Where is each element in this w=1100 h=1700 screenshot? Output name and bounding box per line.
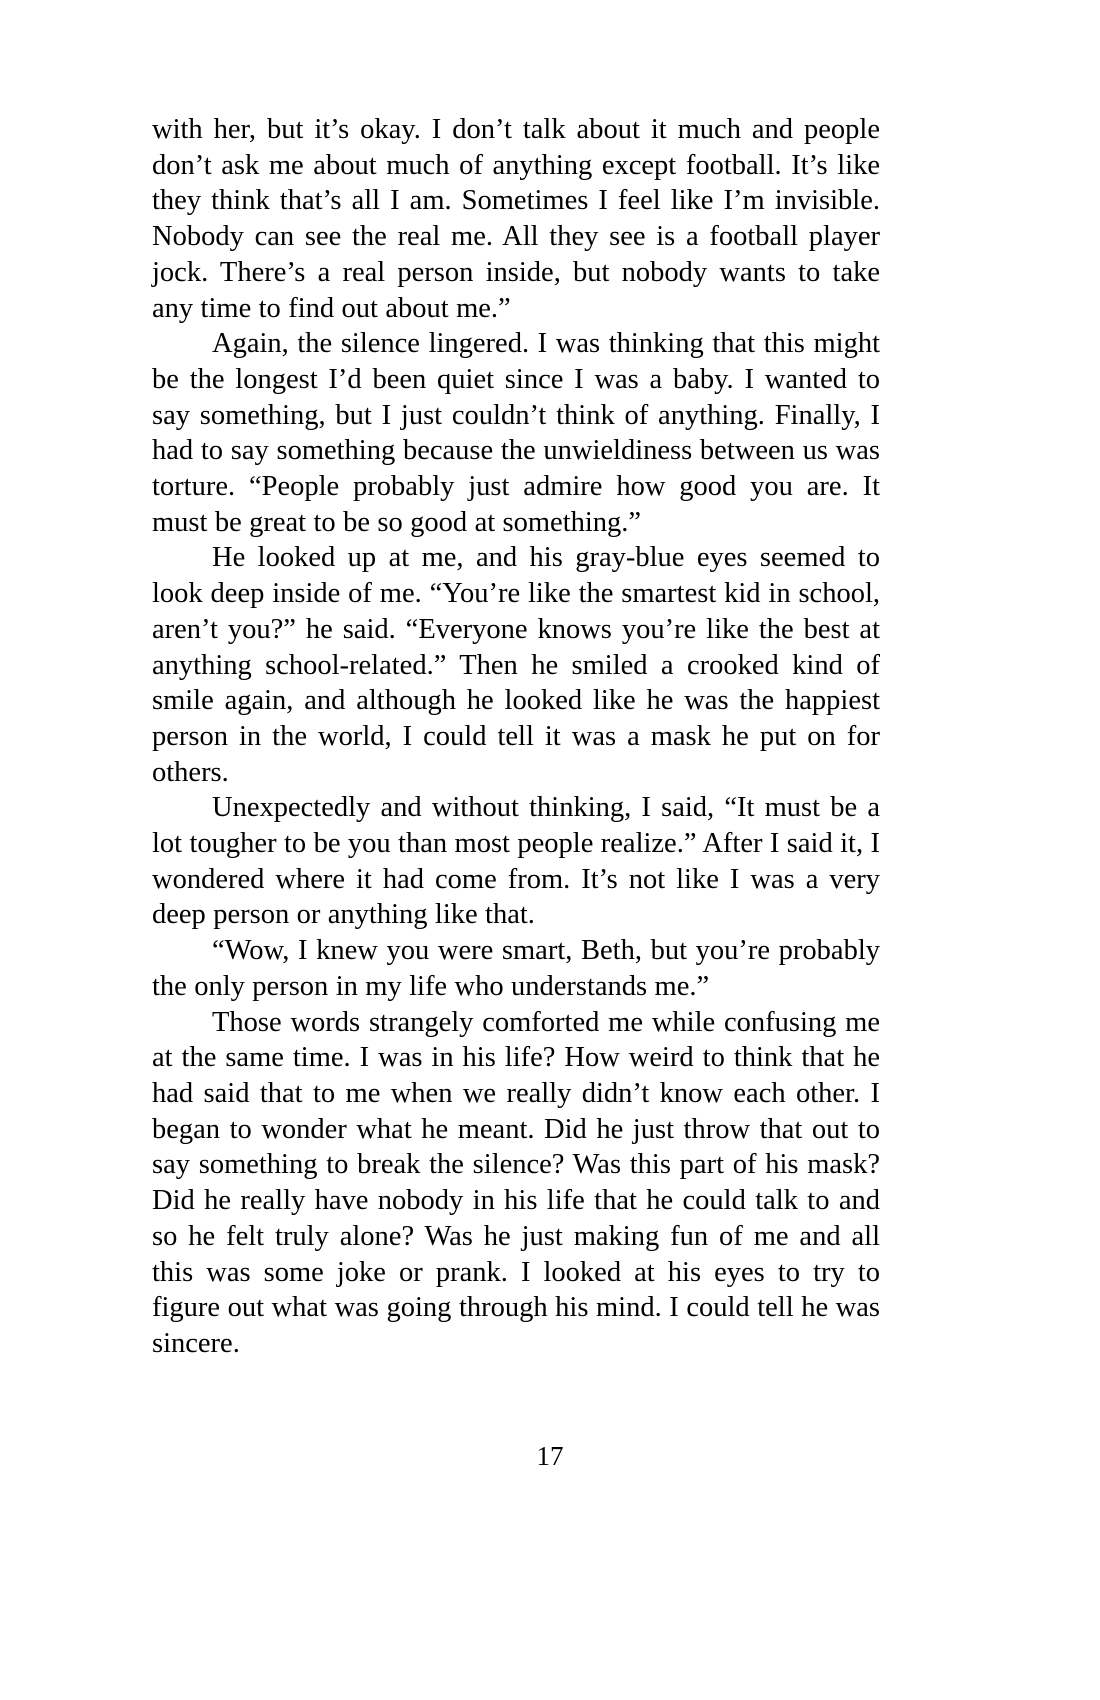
paragraph-2: Again, the silence lingered. I was thinking that this might be the longest I’d been quiet since I was a baby. I wanted to say something, but I just couldn’t think of anything. Finally, I had to say something because the unwieldiness between us was torture. “People probably just admire how good you are. It must be great to be so good at something.” (152, 328, 880, 538)
page-body-text (152, 112, 880, 1362)
paragraph-4: Unexpectedly and without thinking, I said, “It must be a lot tougher to be you than most people realize.” After I said it, I wondered where it had come from. It’s not like I was a very deep person or anything like that. (152, 792, 880, 931)
paragraph-5: “Wow, I knew you were smart, Beth, but you’re probably the only person in my life who understands me.” (152, 935, 880, 1002)
page-number: 17 (536, 1441, 564, 1471)
paragraph-1: with her, but it’s okay. I don’t talk about it much and people don’t ask me about much of anything except football. It’s like they think that’s all I am. Sometimes I feel like I’m invisible. Nobody can see the real me. All they see is a football player jock. There’s a real person inside, but nobody wants to take any time to find out about me.” (152, 114, 880, 324)
paragraph-3: He looked up at me, and his gray-blue eyes seemed to look deep inside of me. “You’re like the smartest kid in school, aren’t you?” he said. “Everyone knows you’re like the best at anything school-related.” Then he smiled a crooked kind of smile again, and although he looked like he was the happiest person in the world, I could tell it was a mask he put on for others. (152, 542, 880, 788)
paragraph-6: Those words strangely comforted me while confusing me at the same time. I was in his life? How weird to think that he had said that to me when we really didn’t know each other. I began to wonder what he meant. Did he just throw that out to say something to break the silence? Was this part of his mask? Did he really have nobody in his life that he could talk to and so he felt truly alone? Was he just making fun of me and all this was some joke or prank. I looked at his eyes to try to figure out what was going through his mind. I could tell he was sincere. (152, 1006, 880, 1359)
